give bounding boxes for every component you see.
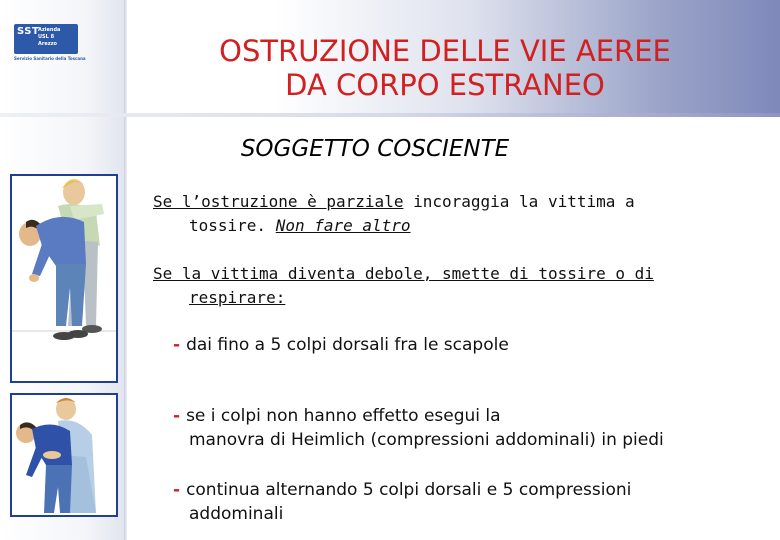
vertical-divider: [124, 0, 127, 540]
bullet-text-2a: se i colpi non hanno effetto esegui la: [186, 406, 501, 426]
horizontal-divider: [0, 113, 780, 117]
logo-brand: SST: [17, 26, 40, 37]
logo-text: [38, 27, 60, 48]
logo-subtitle: Servizio Sanitario della Toscana: [14, 56, 86, 61]
partial-obstruction-line-2: [153, 214, 753, 238]
logo-box: [14, 24, 78, 54]
bullet-dash: -: [173, 406, 181, 426]
bullet-text-1: dai fino a 5 colpi dorsali fra le scapole: [186, 335, 509, 355]
back-blows-figure: [10, 174, 118, 383]
list-item: [173, 478, 763, 526]
list-item: [173, 333, 763, 357]
title-line-2: DA CORPO ESTRANEO: [285, 68, 605, 102]
bullet-text-2b: manovra di Heimlich (compressioni addominali) in piedi: [189, 430, 664, 450]
weak-victim-paragraph: [153, 262, 753, 310]
abdominal-thrusts-illustration-icon: [12, 395, 116, 515]
logo-line-3: Arezzo: [38, 41, 57, 47]
back-blows-illustration-icon: [12, 176, 116, 381]
title-line-1: OSTRUZIONE DELLE VIE AEREE: [219, 34, 671, 68]
partial-obstruction-instruction: incoraggia la vittima a: [403, 192, 635, 211]
list-item: [173, 404, 763, 452]
logo: [14, 24, 86, 62]
bullet-text-3a: continua alternando 5 colpi dorsali e 5 compressioni: [186, 480, 632, 500]
abdominal-thrusts-figure: [10, 393, 118, 517]
logo-line-2: USL 8: [38, 34, 55, 40]
page-title: [150, 34, 740, 102]
logo-line-1: Azienda: [38, 27, 61, 33]
partial-obstruction-condition: Se l’ostruzione è parziale: [153, 192, 404, 211]
section-subtitle: SOGGETTO COSCIENTE: [240, 136, 510, 162]
bullet-dash: -: [173, 480, 181, 500]
partial-obstruction-cough: tossire.: [189, 216, 276, 235]
bullet-text-3b: addominali: [189, 504, 284, 524]
weak-victim-line-2: respirare:: [189, 288, 286, 307]
weak-victim-line-1: Se la vittima diventa debole, smette di tossire o di: [153, 264, 654, 283]
bullet-dash: -: [173, 335, 181, 355]
partial-obstruction-emphasis: Non fare altro: [275, 216, 411, 235]
partial-obstruction-paragraph: [153, 190, 753, 238]
